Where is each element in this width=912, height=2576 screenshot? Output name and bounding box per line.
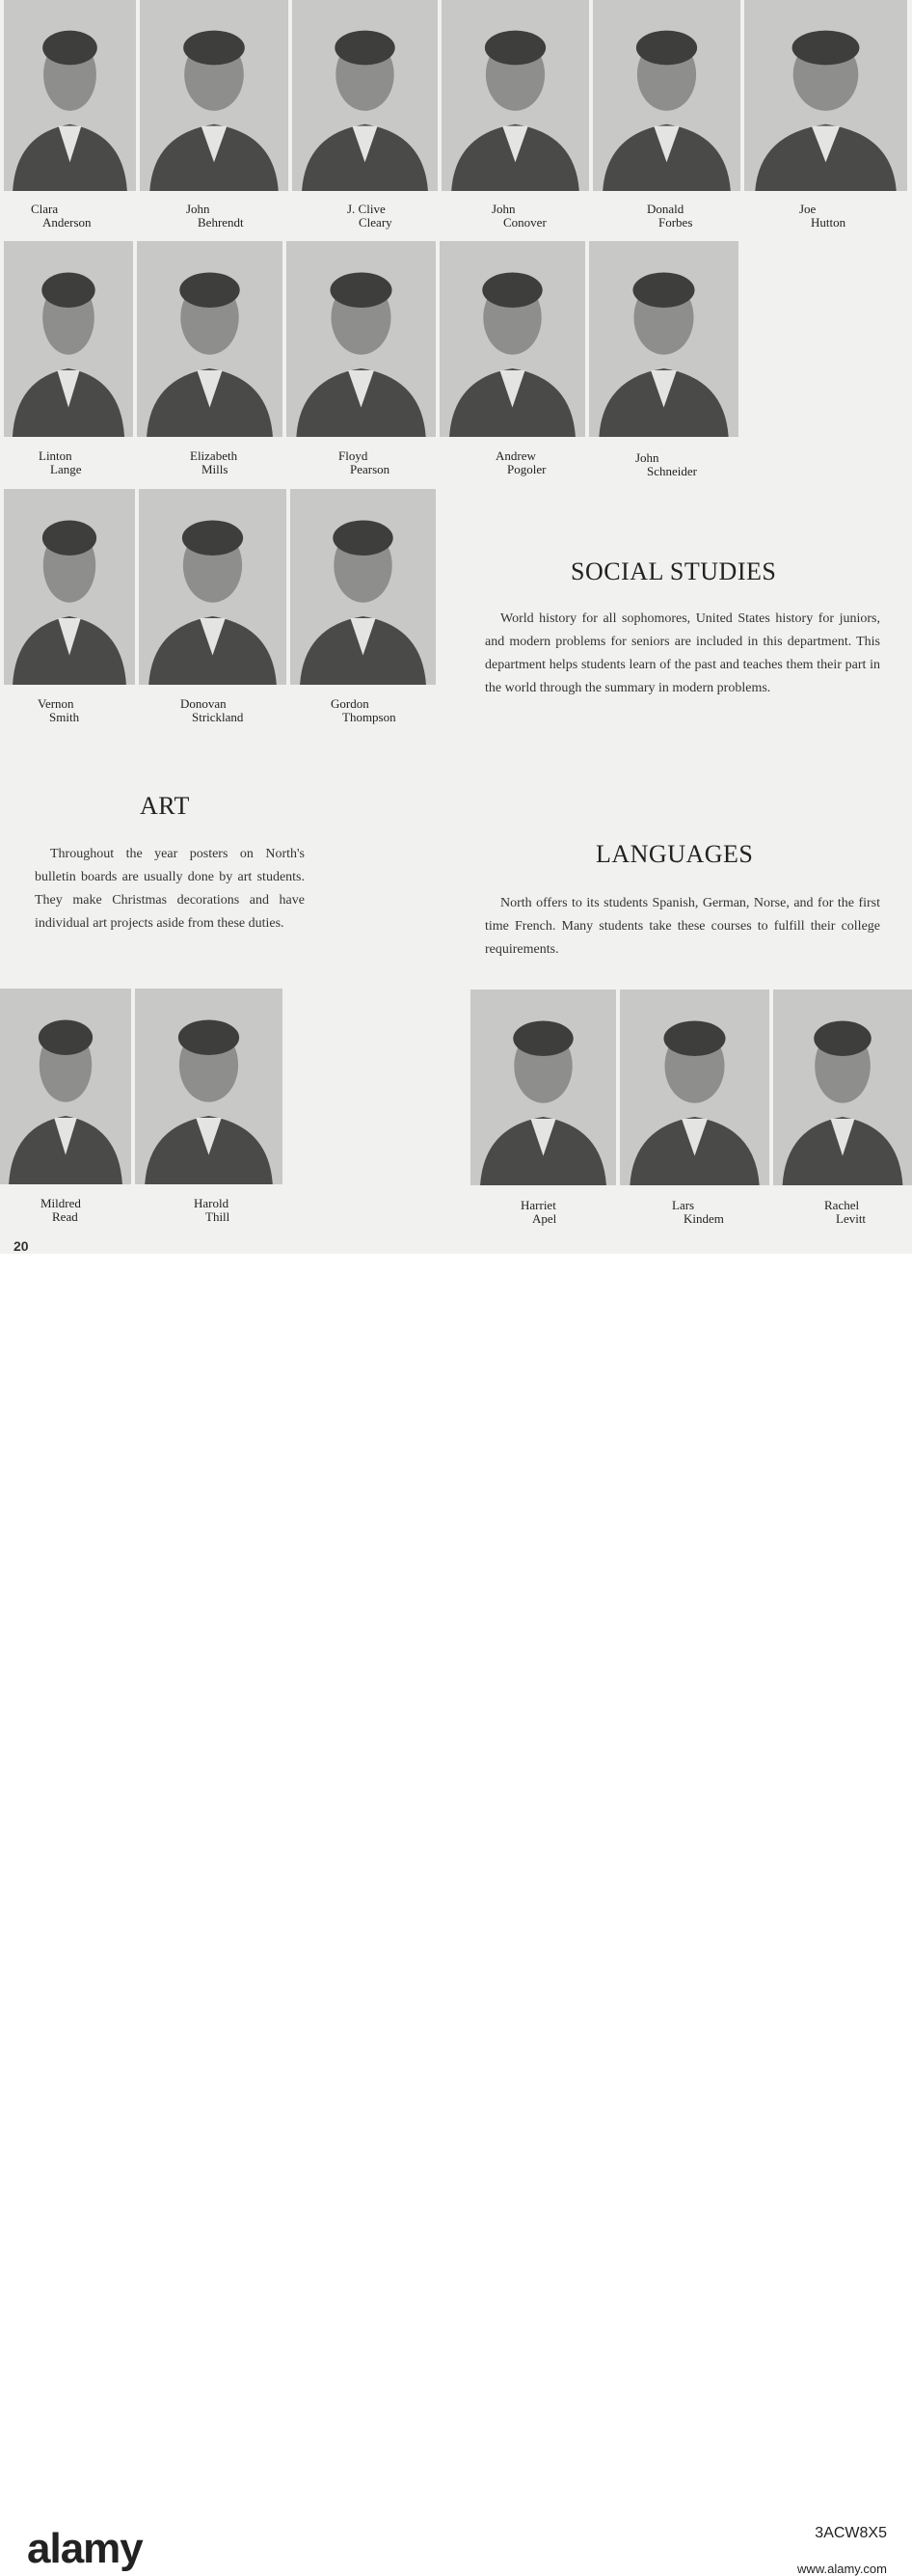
- portrait-silhouette: [620, 990, 769, 1185]
- faculty-name: Elizabeth Mills: [190, 448, 238, 476]
- portrait-silhouette: [4, 241, 133, 437]
- faculty-name: Linton Lange: [39, 448, 82, 476]
- faculty-name: Mildred Read: [40, 1196, 81, 1224]
- faculty-name: Clara Anderson: [31, 202, 92, 230]
- portrait-silhouette: [140, 0, 288, 191]
- social-studies-heading: SOCIAL STUDIES: [571, 557, 777, 585]
- portrait-photo: [744, 0, 907, 191]
- image-id: 3ACW8X5: [815, 2525, 887, 2541]
- portrait-silhouette: [0, 989, 131, 1184]
- portrait-silhouette: [139, 489, 286, 685]
- alamy-logo: alamy: [27, 2525, 143, 2572]
- portrait-photo: [440, 241, 585, 437]
- portrait-photo: [4, 489, 135, 685]
- portrait-silhouette: [440, 241, 585, 437]
- portrait-photo: [135, 989, 282, 1184]
- art-text: Throughout the year posters on North's bulletin boards are usually done by art students. They make Christmas decorations and have individual art projects aside from these duties.: [35, 847, 305, 931]
- portrait-silhouette: [773, 990, 912, 1185]
- portrait-photo: [139, 489, 286, 685]
- social-studies-text: World history for all sophomores, United States history for juniors, and modern problems for seniors are included in this department. This department helps students learn of the past and teaches them their part in the world through the summary in modern problems.: [485, 611, 880, 695]
- faculty-name: Andrew Pogoler: [496, 448, 547, 476]
- portrait-photo: [620, 990, 769, 1185]
- portrait-silhouette: [744, 0, 907, 191]
- faculty-name: Donald Forbes: [647, 202, 693, 230]
- faculty-name: John Behrendt: [186, 202, 244, 230]
- faculty-name: Harold Thill: [194, 1196, 230, 1224]
- portrait-photo: [0, 989, 131, 1184]
- faculty-name: Harriet Apel: [521, 1198, 557, 1226]
- portrait-silhouette: [442, 0, 589, 191]
- faculty-name: Lars Kindem: [672, 1198, 724, 1226]
- portrait-silhouette: [470, 990, 616, 1185]
- languages-heading: LANGUAGES: [596, 840, 754, 868]
- portrait-silhouette: [137, 241, 282, 437]
- page-number: 20: [13, 1238, 29, 1254]
- faculty-name: J. Clive Cleary: [347, 202, 392, 230]
- yearbook-page: [0, 0, 912, 1254]
- faculty-name: Vernon Smith: [38, 696, 80, 724]
- portrait-silhouette: [589, 241, 738, 437]
- portrait-photo: [442, 0, 589, 191]
- portrait-silhouette: [4, 0, 136, 191]
- faculty-name: Joe Hutton: [799, 202, 846, 230]
- portrait-silhouette: [135, 989, 282, 1184]
- portrait-silhouette: [292, 0, 438, 191]
- portrait-photo: [4, 241, 133, 437]
- footer-url: www.alamy.com: [797, 2562, 887, 2576]
- portrait-photo: [290, 489, 436, 685]
- faculty-name: John Schneider: [635, 450, 697, 478]
- portrait-silhouette: [4, 489, 135, 685]
- portrait-silhouette: [593, 0, 740, 191]
- portrait-photo: [589, 241, 738, 437]
- portrait-photo: [470, 990, 616, 1185]
- faculty-name: Rachel Levitt: [824, 1198, 867, 1226]
- faculty-name: John Conover: [492, 202, 547, 230]
- faculty-name: Gordon Thompson: [331, 696, 396, 724]
- watermark-footer: [0, 1254, 912, 2576]
- portrait-photo: [4, 0, 136, 191]
- portrait-photo: [773, 990, 912, 1185]
- portrait-photo: [137, 241, 282, 437]
- faculty-name: Donovan Strickland: [180, 696, 244, 724]
- languages-text: North offers to its students Spanish, German, Norse, and for the first time French. Many students take these courses to fulfill their college requirements.: [485, 896, 880, 957]
- portrait-photo: [140, 0, 288, 191]
- portrait-photo: [286, 241, 436, 437]
- faculty-name: Floyd Pearson: [338, 448, 390, 476]
- portrait-photo: [593, 0, 740, 191]
- art-heading: ART: [140, 792, 190, 820]
- portrait-silhouette: [290, 489, 436, 685]
- portrait-photo: [292, 0, 438, 191]
- portrait-silhouette: [286, 241, 436, 437]
